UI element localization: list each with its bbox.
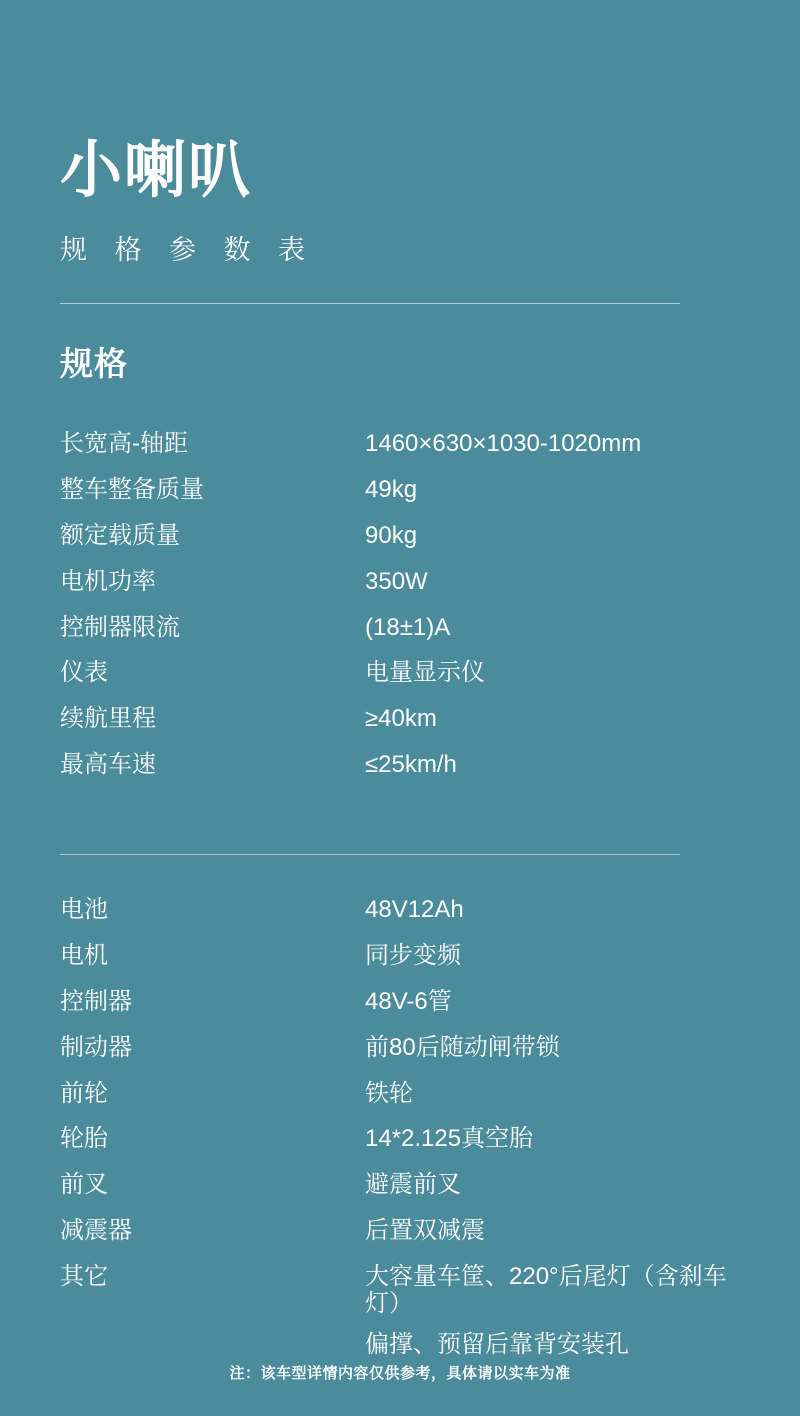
- spec-label: 控制器: [60, 987, 132, 1015]
- spec-label: 整车整备质量: [60, 475, 204, 503]
- spec-value: 后置双减震: [365, 1217, 485, 1245]
- spec-value: 90kg: [365, 521, 418, 549]
- table-row: [60, 1035, 740, 1081]
- spec-value: 14*2.125真空胎: [365, 1125, 534, 1153]
- spec-value: 1460×630×1030-1020mm: [365, 430, 642, 457]
- table-row: [60, 615, 740, 661]
- divider-middle: [60, 854, 680, 855]
- spec-label: 电池: [60, 896, 108, 923]
- spec-value: 同步变频: [365, 941, 461, 969]
- spec-value: 电量显示仪: [365, 659, 485, 687]
- spec-label: 仪表: [60, 659, 108, 687]
- table-row: [60, 431, 740, 477]
- table-row: [60, 660, 740, 706]
- spec-value: 48V12Ah: [365, 896, 464, 923]
- spec-value: 前80后随动闸带锁: [365, 1033, 560, 1061]
- spec-value-line2: 偏撑、预留后靠背安装孔: [365, 1330, 629, 1358]
- spec-label: 减震器: [60, 1217, 132, 1245]
- spec-value: 铁轮: [365, 1079, 413, 1107]
- table-row: [60, 943, 740, 989]
- spec-value: (18±1)A: [365, 613, 451, 641]
- table-row: [60, 897, 740, 943]
- spec-label: 前叉: [60, 1171, 108, 1199]
- table-row: [60, 477, 740, 523]
- table-row: [60, 752, 740, 798]
- spec-label: 前轮: [60, 1079, 108, 1107]
- table-row: [60, 1172, 740, 1218]
- table-row: [60, 523, 740, 569]
- table-row: [60, 989, 740, 1035]
- spec-label: 长宽高-轴距: [60, 430, 188, 457]
- spec-label: 控制器限流: [60, 613, 180, 641]
- divider-top: [60, 303, 680, 304]
- spec-value: 350W: [365, 567, 428, 595]
- section-heading-specs: 规格: [60, 345, 128, 382]
- spec-value: ≤25km/h: [365, 751, 457, 779]
- spec-label: 续航里程: [60, 705, 156, 733]
- spec-value: ≥40km: [365, 705, 437, 733]
- footnote: 注：该车型详情内容仅供参考，具体请以实车为准: [229, 1365, 571, 1382]
- spec-label: 制动器: [60, 1033, 132, 1061]
- spec-label: 其它: [60, 1263, 108, 1290]
- spec-label: 最高车速: [60, 751, 156, 779]
- spec-label: 电机功率: [60, 567, 156, 595]
- table-row: [60, 706, 740, 752]
- spec-table-primary: [60, 431, 740, 798]
- spec-value-multiline: [365, 1264, 740, 1378]
- table-row: [60, 1126, 740, 1172]
- spec-table-secondary: [60, 897, 740, 1378]
- page-subtitle: 规 格 参 数 表: [60, 235, 316, 265]
- table-row: [60, 1264, 740, 1378]
- spec-value: 48V-6管: [365, 987, 452, 1015]
- table-row: [60, 569, 740, 615]
- spec-label: 电机: [60, 941, 108, 969]
- spec-value: 避震前叉: [365, 1171, 461, 1199]
- table-row: [60, 1081, 740, 1127]
- spec-value: 49kg: [365, 475, 418, 503]
- spec-value-line1: 大容量车筐、220°后尾灯（含刹车灯）: [365, 1263, 727, 1317]
- table-row: [60, 1218, 740, 1264]
- spec-label: 轮胎: [60, 1125, 108, 1153]
- spec-label: 额定载质量: [60, 521, 180, 549]
- page-title: 小喇叭: [60, 136, 253, 205]
